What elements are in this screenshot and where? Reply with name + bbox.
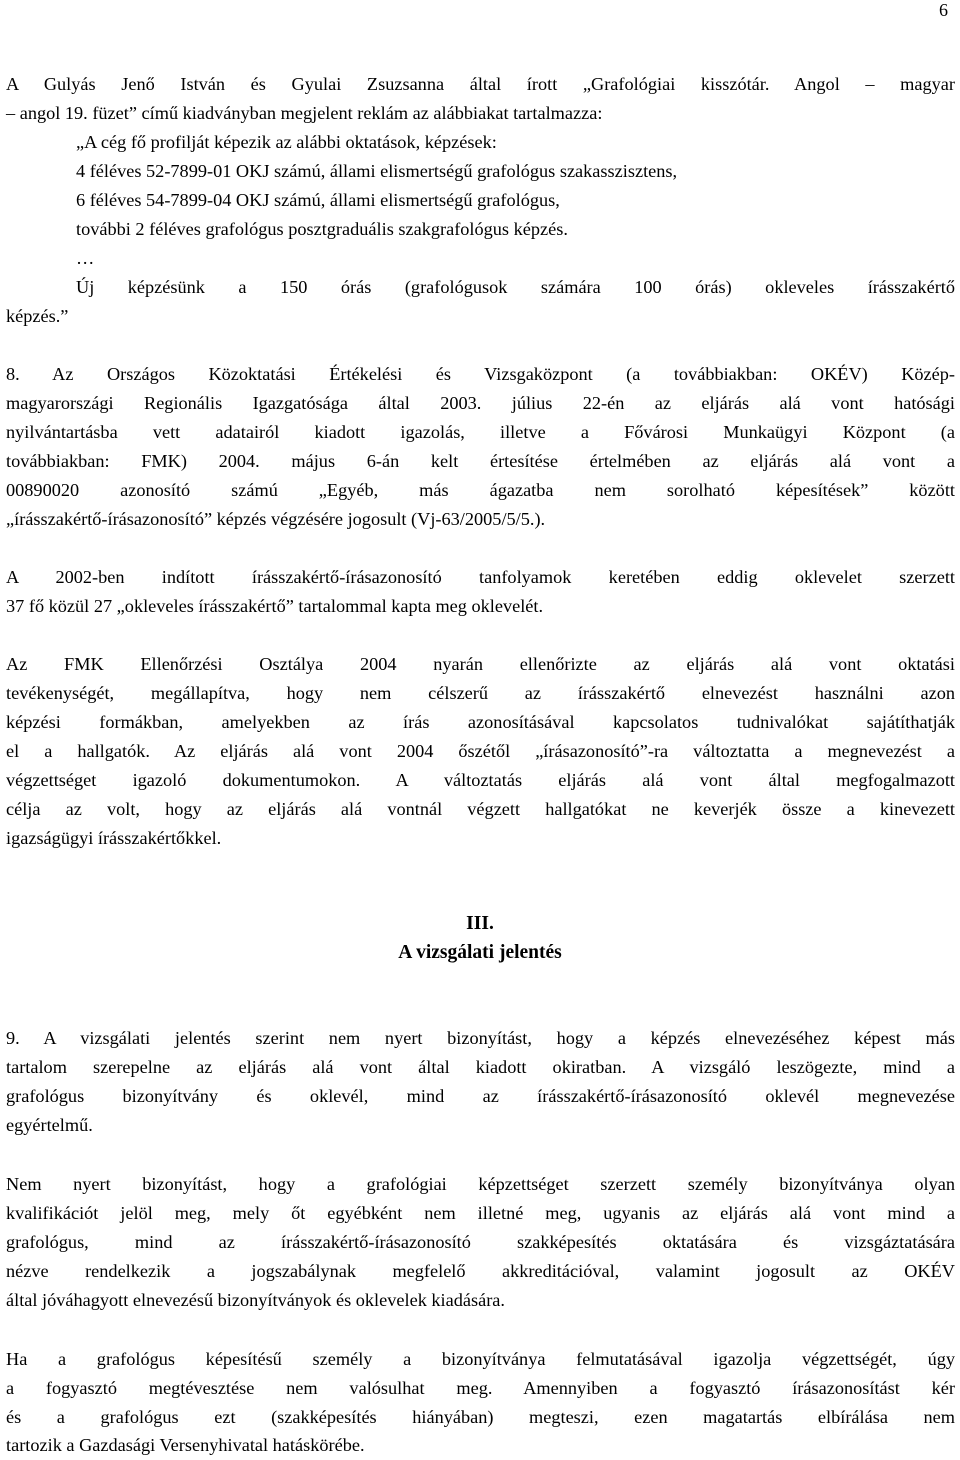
text-line: A Gulyás Jenő István és Gyulai Zsuzsanna által írott „Grafológiai kisszótár. Angol – magyar (6, 74, 955, 94)
text-line: magyarországi Regionális Igazgatósága által 2003. július 22-én az eljárás alá vont hatósági (6, 393, 955, 413)
text-line: tartozik a Gazdasági Versenyhivatal hatáskörébe. (6, 1435, 365, 1455)
text-line: 8. Az Országos Közoktatási Értékelési és Vizsgaközpont (a továbbiakban: OKÉV) Közép- (6, 364, 955, 384)
quote-line: további 2 féléves grafológus posztgraduális szakgrafológus képzés. (76, 219, 568, 239)
text-line: A 2002-ben indított írásszakértő-írásazonosító tanfolyamok keretében eddig oklevelet szerzett (6, 567, 955, 587)
text-line: a fogyasztó megtévesztése nem valósulhat meg. Amennyiben a fogyasztó írásazonosítást kér (6, 1378, 955, 1398)
text-line: kvalifikációt jelöl meg, mely őt egyébként nem illetné meg, ugyanis az eljárás alá vont mind a (6, 1203, 955, 1223)
text-line: végzettséget igazoló dokumentumokon. A változtatás eljárás alá vont által megfogalmazott (6, 770, 955, 790)
text-line: Az FMK Ellenőrzési Osztálya 2004 nyarán ellenőrizte az eljárás alá vont oktatási (6, 654, 955, 674)
page-number: 6 (939, 0, 948, 20)
quote-line: képzés.” (6, 306, 69, 326)
text-line: – angol 19. füzet” című kiadványban megjelent reklám az alábbiakat tartalmazza: (6, 103, 603, 123)
text-line: 00890020 azonosító számú „Egyéb, más ágazatba nem sorolható képesítések” között (6, 480, 955, 500)
section-number: III. (466, 913, 494, 934)
text-line: Nem nyert bizonyítást, hogy a grafológiai képzettséget szerzett személy bizonyítványa olyan (6, 1174, 955, 1194)
quote-line: 6 féléves 54-7899-04 OKJ számú, állami elismertségű grafológus, (76, 190, 560, 210)
text-line: el a hallgatók. Az eljárás alá vont 2004 őszétől „írásazonosító”-ra változtatta a megnevezést a (6, 741, 955, 761)
text-line: és a grafológus ezt (szakképesítés hiányában) megteszi, ezen magatartás elbírálása nem (6, 1407, 955, 1427)
text-line: grafológus, mind az írásszakértő-írásazonosító szakképesítés oktatására és vizsgáztatására (6, 1232, 955, 1252)
quote-line: Új képzésünk a 150 órás (grafológusok számára 100 órás) okleveles írásszakértő (76, 277, 955, 297)
quote-line: „A cég fő profilját képezik az alábbi oktatások, képzések: (76, 132, 497, 152)
text-line: grafológus bizonyítvány és oklevél, mind az írásszakértő-írásazonosító oklevél megnevezése (6, 1086, 955, 1106)
text-line: igazságügyi írásszakértőkkel. (6, 828, 222, 848)
text-line: 9. A vizsgálati jelentés szerint nem nyert bizonyítást, hogy a képzés elnevezéséhez képest más (6, 1028, 955, 1048)
quote-line: … (76, 248, 95, 268)
text-line: „írásszakértő-írásazonosító” képzés végzésére jogosult (Vj-63/2005/5/5.). (6, 509, 546, 529)
section-title: A vizsgálati jelentés (398, 942, 562, 963)
text-line: által jóváhagyott elnevezésű bizonyítványok és oklevelek kiadására. (6, 1290, 505, 1310)
text-line: célja az volt, hogy az eljárás alá vontnál végzett hallgatókat ne keverjék össze a kinevezett (6, 799, 955, 819)
quote-line: 4 féléves 52-7899-01 OKJ számú, állami elismertségű grafológus szakasszisztens, (76, 161, 678, 181)
text-line: nézve rendelkezik a jogszabálynak megfelelő akkreditációval, valamint jogosult az OKÉV (6, 1261, 955, 1281)
text-line: Ha a grafológus képesítésű személy a bizonyítványa felmutatásával igazolja végzettségét, úgy (6, 1349, 955, 1369)
text-line: tartalom szerepelne az eljárás alá vont által kiadott okiratban. A vizsgáló leszögezte, mind a (6, 1057, 955, 1077)
text-line: képzési formákban, amelyekben az írás azonosításával kapcsolatos tudnivalókat sajátíthatják (6, 712, 955, 732)
text-line: tevékenységét, megállapítva, hogy nem célszerű az írásszakértő elnevezést használni azon (6, 683, 955, 703)
text-line: 37 fő közül 27 „okleveles írásszakértő” tartalommal kapta meg oklevelét. (6, 596, 544, 616)
text-line: továbbiakban: FMK) 2004. május 6-án kelt értesítése értelmében az eljárás alá vont a (6, 451, 955, 471)
text-line: nyilvántartásba vett adatairól kiadott igazolás, illetve a Fővárosi Munkaügyi Központ (a (6, 422, 955, 442)
text-line: egyértelmű. (6, 1115, 93, 1135)
